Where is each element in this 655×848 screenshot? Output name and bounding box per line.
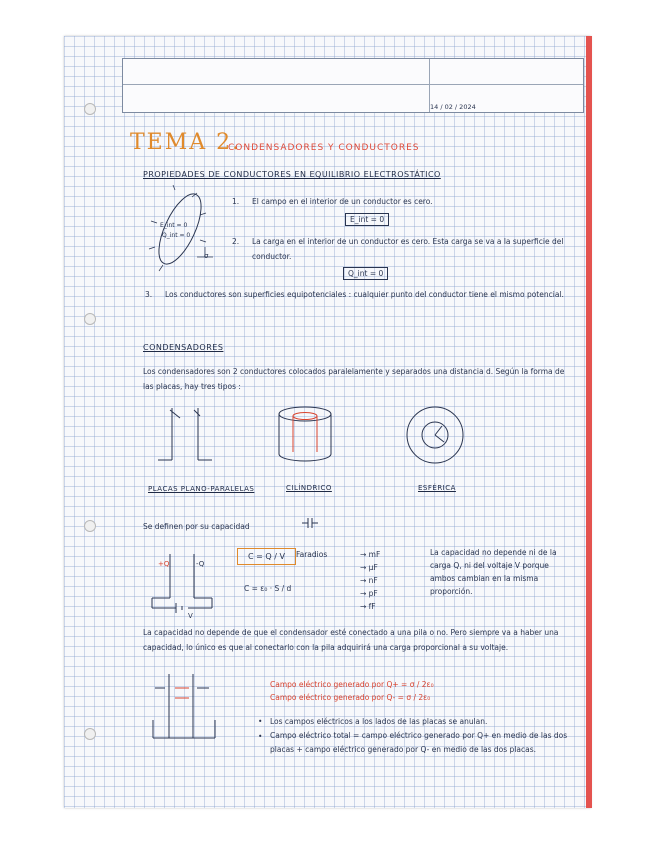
charged-plates-diagram	[148, 548, 216, 616]
field-formula-negative: Campo eléctrico generado por Q- = σ / 2ε₀	[270, 693, 431, 702]
item-number: 2.	[232, 237, 240, 246]
figure-label-sigma: σ	[204, 252, 209, 260]
capacitance-formula: C = Q / V	[237, 548, 296, 565]
binder-hole	[84, 520, 96, 532]
unit-item: → pF	[360, 589, 378, 598]
plate-label-minus: -Q	[196, 560, 205, 568]
unit-item: → nF	[360, 576, 378, 585]
unit-label: pF	[368, 589, 378, 598]
units-list	[360, 550, 380, 615]
bullet-text: Campo eléctrico total = campo eléctrico generado por Q+ en medio de las dos placas + campo eléctrico generado por Q- en medio de las dos placas.	[270, 731, 568, 754]
type-label-esferica: ESFÉRICA	[418, 484, 456, 492]
conductor-diagram	[145, 185, 220, 275]
plate-label-plus: +Q	[158, 560, 170, 568]
item-text: El campo en el interior de un conductor es cero.	[252, 197, 433, 206]
type-label-cilindrico: CILÍNDRICO	[286, 484, 332, 492]
section-heading-propiedades: PROPIEDADES DE CONDUCTORES EN EQUILIBRIO ELECTROSTÁTICO	[143, 170, 441, 179]
page-subtitle: CONDENSADORES Y CONDUCTORES	[228, 143, 420, 153]
item-text: Los conductores son superficies equipotenciales : cualquier punto del conductor tiene el mismo potencial.	[165, 290, 564, 299]
page-title: TEMA 2.	[130, 130, 242, 155]
spherical-diagram	[404, 404, 466, 466]
page-header-box	[122, 58, 584, 113]
type-label-plano-paralelas	[148, 484, 254, 495]
capacitance-unit: Faradios	[296, 550, 328, 559]
section-intro: Los condensadores son 2 conductores colocados paralelamente y separados una distancia d. Según la forma de las placas, hay tres tipos :	[143, 367, 565, 391]
figure-label-eint: E_int = 0	[160, 222, 188, 229]
capacitor-symbol-icon	[302, 516, 318, 532]
capacitance-note: La capacidad no depende ni de la carga Q, ni del voltaje V porque ambos cambian en la misma proporción.	[430, 548, 557, 596]
item-number: 1.	[232, 197, 240, 206]
field-formula-positive: Campo eléctrico generado por Q+ = σ / 2ε₀	[270, 680, 434, 689]
capacitance-formula-plates: C = ε₀ · S / d	[244, 584, 292, 593]
header-date: 14 / 02 / 2024	[430, 103, 476, 111]
section-heading-condensadores: CONDENSADORES	[143, 343, 224, 352]
bullet-dot: •	[258, 732, 263, 741]
header-line	[123, 84, 583, 85]
item-number: 3.	[145, 290, 153, 299]
plate-label-voltage: V	[188, 612, 193, 620]
unit-item: → μF	[360, 563, 378, 572]
binder-hole	[84, 313, 96, 325]
figure-label-qint: Q_int = 0	[162, 232, 191, 239]
capacitance-paragraph: La capacidad no depende de que el condensador esté conectado a una pila o no. Pero siempre va a haber una capacidad, lo único es que al conectarlo con la pila adquirirá una carga proporcional a su voltaje.	[143, 628, 559, 652]
unit-label: mF	[368, 550, 381, 559]
unit-item: → fF	[360, 602, 376, 611]
item-text: La carga en el interior de un conductor es cero. Esta carga se va a la superficie del conductor.	[252, 237, 564, 261]
field-diagram	[145, 668, 235, 750]
bullet-text: Los campos eléctricos a los lados de las placas se anulan.	[270, 717, 488, 726]
formula-eint: E_int = 0	[345, 213, 389, 226]
parallel-plates-diagram	[150, 400, 220, 470]
type-label-text: PLACAS PLANO-PARALELAS	[148, 485, 255, 493]
unit-label: μF	[368, 563, 378, 572]
bullet-dot: •	[258, 717, 263, 726]
page-red-edge	[586, 36, 592, 808]
formula-qint: Q_int = 0	[343, 267, 388, 280]
binder-hole	[84, 728, 96, 740]
unit-label: fF	[368, 602, 376, 611]
binder-hole	[84, 103, 96, 115]
cylindrical-diagram	[270, 402, 340, 467]
definition-text: Se definen por su capacidad	[143, 522, 250, 531]
unit-label: nF	[368, 576, 378, 585]
unit-item: → mF	[360, 550, 381, 559]
